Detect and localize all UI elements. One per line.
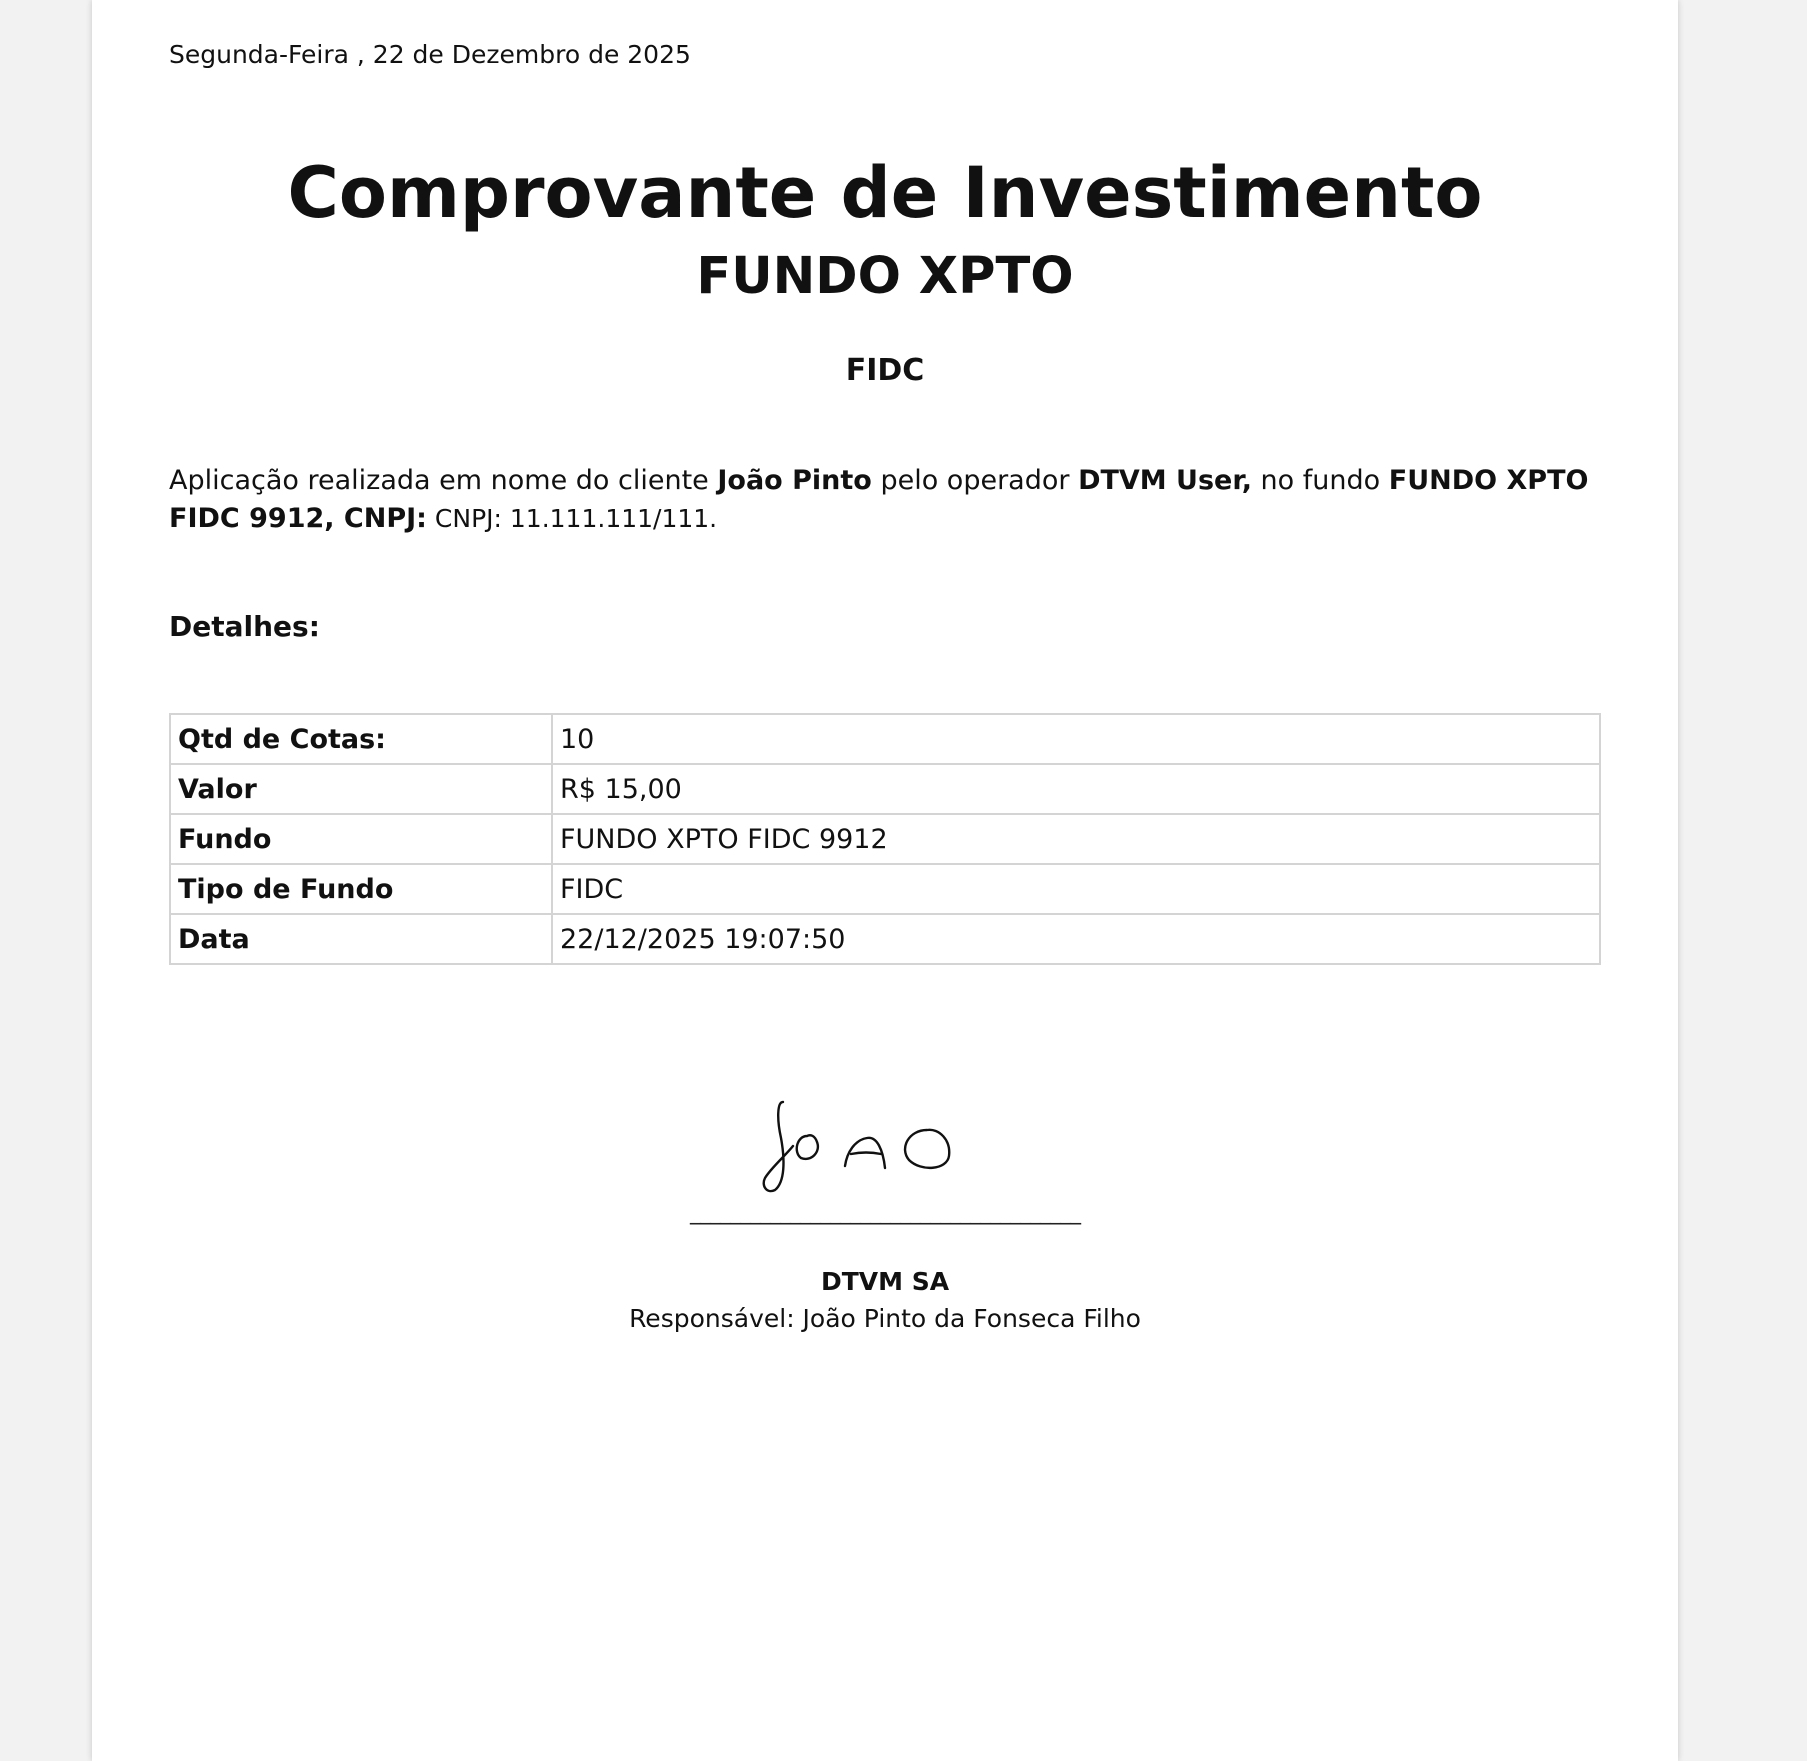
detail-value: 10 [552,714,1600,764]
table-row [170,764,1600,814]
company-name: DTVM SA [820,1267,950,1296]
table-row [170,814,1600,864]
cnpj-value: CNPJ: 11.111.111/111. [426,504,718,533]
detail-label: Data [170,914,552,964]
handwritten-signature [759,1090,979,1200]
fund-full-name: FUNDO XPTO FIDC 9912, CNPJ: [169,465,1589,534]
detail-label: Fundo [170,814,552,864]
table-row [170,914,1600,964]
signature-line: _______________________________________ [690,1200,1080,1225]
detail-value: FIDC [552,864,1600,914]
document-page [92,0,1678,1761]
investment-description [169,462,1601,538]
details-heading: Detalhes: [169,610,320,643]
details-table [169,713,1601,965]
document-date: Segunda-Feira , 22 de Dezembro de 2025 [169,40,691,69]
operator-name: DTVM User, [1078,465,1252,496]
detail-value: FUNDO XPTO FIDC 9912 [552,814,1600,864]
fund-name-heading: FUNDO XPTO [696,247,1074,306]
fund-type-heading: FIDC [845,353,925,388]
detail-label: Tipo de Fundo [170,864,552,914]
detail-label: Valor [170,764,552,814]
detail-value: R$ 15,00 [552,764,1600,814]
description-prefix: Aplicação realizada em nome do cliente [169,465,718,496]
document-title: Comprovante de Investimento [287,152,1483,234]
client-name: João Pinto [717,465,872,496]
detail-label: Qtd de Cotas: [170,714,552,764]
table-row [170,714,1600,764]
table-row [170,864,1600,914]
responsible-person: Responsável: João Pinto da Fonseca Filho [629,1304,1141,1333]
description-operator-prefix: pelo operador [871,465,1079,496]
detail-value: 22/12/2025 19:07:50 [552,914,1600,964]
description-fund-prefix: no fundo [1251,465,1389,496]
